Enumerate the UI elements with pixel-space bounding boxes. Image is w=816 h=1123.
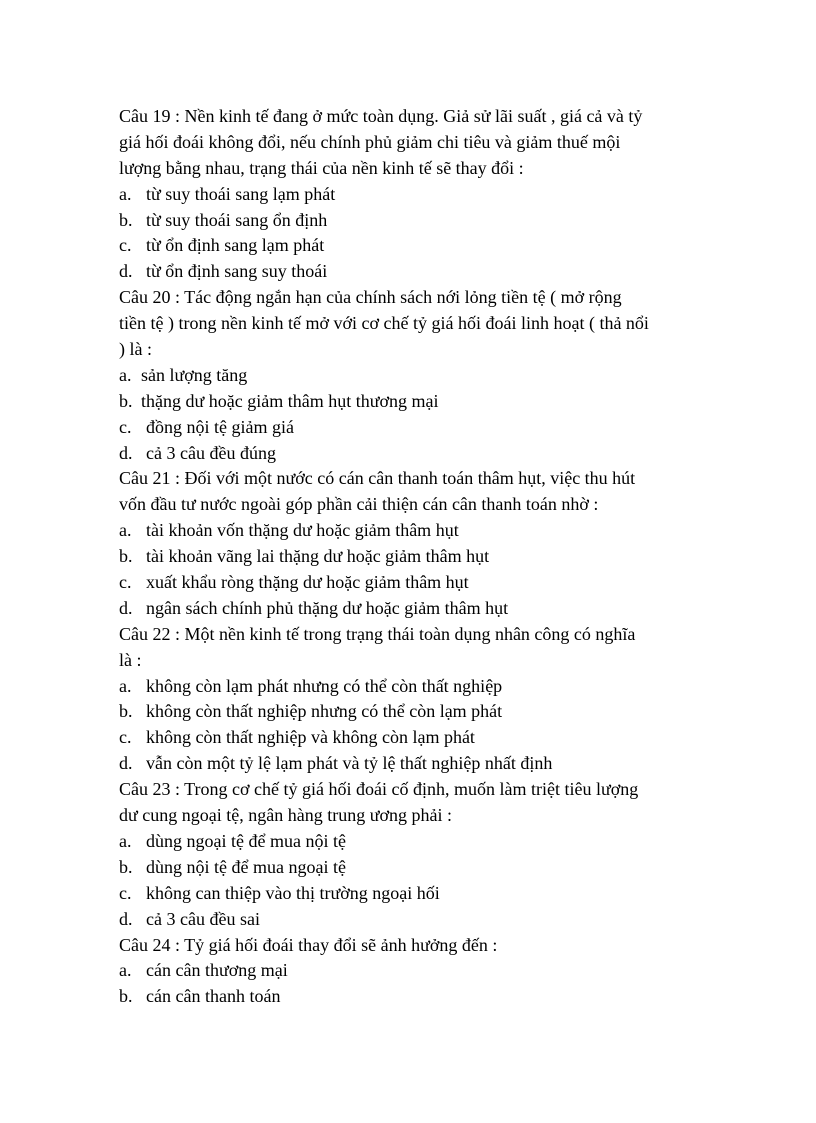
option-text: đồng nội tệ giảm giá — [146, 416, 294, 437]
option-letter: b. — [119, 546, 133, 567]
option-text: không can thiệp vào thị trường ngoại hối — [146, 882, 440, 903]
question-20 — [119, 285, 719, 466]
answer-option — [119, 907, 719, 933]
option-letter: a. — [119, 675, 132, 696]
option-letter: d. — [119, 597, 133, 618]
answer-option — [119, 984, 719, 1010]
option-letter: c. — [119, 727, 132, 748]
question-19 — [119, 104, 719, 285]
answer-option — [119, 699, 719, 725]
option-text: từ ổn định sang lạm phát — [146, 235, 325, 256]
question-text-line: ) là : — [119, 339, 152, 360]
option-text: cả 3 câu đều đúng — [146, 442, 276, 463]
answer-option — [119, 829, 719, 855]
option-letter: b. — [119, 986, 133, 1007]
question-text-line: Câu 23 : Trong cơ chế tỷ giá hối đoái cố định, muốn làm triệt tiêu lượng — [119, 779, 639, 800]
option-text: thặng dư hoặc giảm thâm hụt thương mại — [141, 390, 439, 411]
question-text-line: Câu 19 : Nền kinh tế đang ở mức toàn dụng. Giả sử lãi suất , giá cả và tỷ — [119, 106, 643, 126]
option-text: dùng ngoại tệ để mua nội tệ — [146, 830, 346, 851]
option-letter: c. — [119, 235, 132, 256]
option-letter: c. — [119, 416, 132, 437]
option-letter: c. — [119, 882, 132, 903]
option-text: từ suy thoái sang ổn định — [146, 209, 328, 230]
answer-option — [119, 725, 719, 751]
option-text: sản lượng tăng — [141, 364, 248, 385]
answer-option — [119, 233, 719, 259]
option-letter: b. — [119, 390, 133, 411]
answer-option — [119, 208, 719, 234]
answer-option — [119, 958, 719, 984]
option-letter: a. — [119, 830, 132, 851]
question-22 — [119, 622, 719, 777]
answer-option — [119, 596, 719, 622]
answer-option — [119, 389, 719, 415]
option-text: dùng nội tệ để mua ngoại tệ — [146, 856, 346, 877]
question-23 — [119, 777, 719, 932]
option-text: ngân sách chính phủ thặng dư hoặc giảm thâm hụt — [146, 597, 509, 618]
answer-option — [119, 363, 719, 389]
option-text: xuất khẩu ròng thặng dư hoặc giảm thâm hụt — [146, 572, 469, 593]
option-text: cán cân thanh toán — [146, 986, 281, 1007]
answer-option — [119, 182, 719, 208]
question-text-line: Câu 21 : Đối với một nước có cán cân thanh toán thâm hụt, việc thu hút — [119, 468, 636, 489]
answer-option — [119, 415, 719, 441]
answer-option — [119, 518, 719, 544]
question-text-line: giá hối đoái không đổi, nếu chính phủ giảm chi tiêu và giảm thuế mội — [119, 131, 621, 152]
option-letter: d. — [119, 908, 133, 929]
option-letter: d. — [119, 442, 133, 463]
option-letter: d. — [119, 753, 133, 774]
option-letter: a. — [119, 520, 132, 541]
answer-option — [119, 855, 719, 881]
option-text: không còn thất nghiệp và không còn lạm phát — [146, 727, 475, 748]
option-letter: a. — [119, 364, 132, 385]
option-letter: b. — [119, 209, 133, 230]
question-text-line: vốn đầu tư nước ngoài góp phần cải thiện cán cân thanh toán nhờ : — [119, 494, 599, 515]
question-text-line: tiền tệ ) trong nền kinh tế mở với cơ chế tỷ giá hối đoái linh hoạt ( thả nổi — [119, 313, 649, 334]
option-text: từ suy thoái sang lạm phát — [146, 183, 336, 204]
question-24 — [119, 933, 719, 1011]
answer-option — [119, 441, 719, 467]
option-text: vẫn còn một tỷ lệ lạm phát và tỷ lệ thất nghiệp nhất định — [146, 753, 553, 774]
option-letter: a. — [119, 183, 132, 204]
question-text-line: Câu 20 : Tác động ngắn hạn của chính sách nới lỏng tiền tệ ( mở rộng — [119, 287, 622, 308]
option-letter: d. — [119, 261, 133, 282]
option-letter: b. — [119, 856, 133, 877]
option-text: không còn thất nghiệp nhưng có thể còn lạm phát — [146, 701, 503, 722]
answer-option — [119, 751, 719, 777]
question-text-line: lượng bằng nhau, trạng thái của nền kinh tế sẽ thay đổi : — [119, 157, 524, 178]
option-letter: c. — [119, 572, 132, 593]
question-text-line: là : — [119, 649, 142, 670]
question-text-line: Câu 24 : Tỷ giá hối đoái thay đổi sẽ ảnh hưởng đến : — [119, 934, 498, 955]
answer-option — [119, 881, 719, 907]
option-text: tài khoản vốn thặng dư hoặc giảm thâm hụt — [146, 520, 459, 541]
question-text-line: dư cung ngoại tệ, ngân hàng trung ương phải : — [119, 805, 452, 826]
option-text: không còn lạm phát nhưng có thể còn thất nghiệp — [146, 675, 503, 696]
answer-option — [119, 544, 719, 570]
option-text: từ ổn định sang suy thoái — [146, 261, 328, 282]
answer-option — [119, 570, 719, 596]
question-text-line: Câu 22 : Một nền kinh tế trong trạng thái toàn dụng nhân công có nghĩa — [119, 623, 636, 644]
question-21 — [119, 466, 719, 621]
option-text: tài khoản vãng lai thặng dư hoặc giảm thâm hụt — [146, 546, 490, 567]
option-letter: a. — [119, 960, 132, 981]
answer-option — [119, 259, 719, 285]
answer-option — [119, 674, 719, 700]
option-letter: b. — [119, 701, 133, 722]
option-text: cán cân thương mại — [146, 960, 288, 981]
option-text: cả 3 câu đều sai — [146, 908, 260, 929]
document-page — [119, 104, 719, 1010]
